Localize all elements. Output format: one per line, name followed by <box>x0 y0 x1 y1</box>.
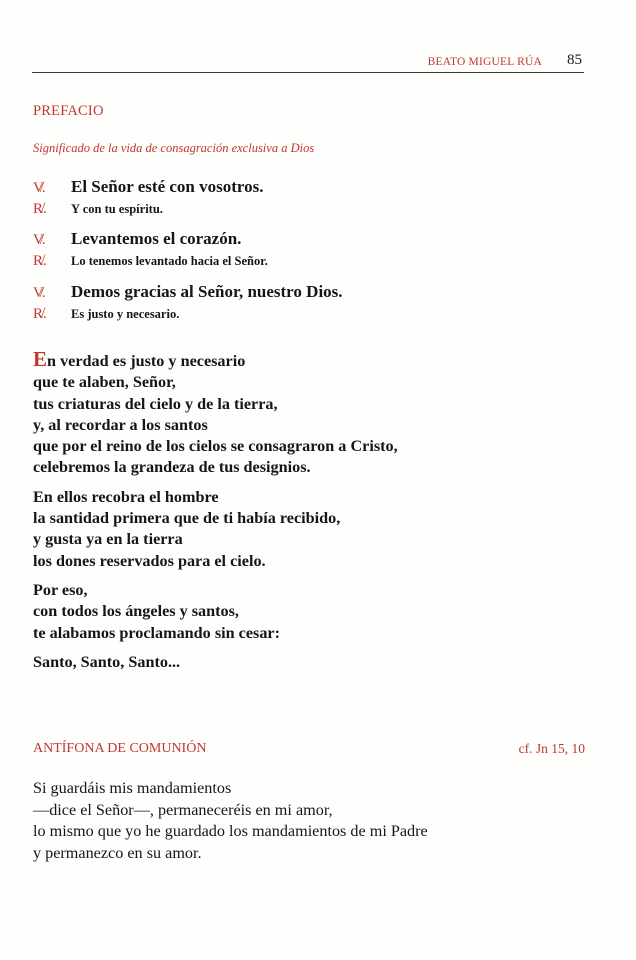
dialog-text: El Señor esté con vosotros. <box>71 177 264 196</box>
preface-paragraph <box>33 652 593 673</box>
preface-paragraph <box>33 580 593 644</box>
antiphon-line: —dice el Señor—, permaneceréis en mi amor, <box>33 800 333 819</box>
antiphon-line: y permanezco en su amor. <box>33 844 202 863</box>
preface-line: Por eso, <box>33 580 88 599</box>
response-symbol: R̸. <box>33 201 47 217</box>
versicle-symbol: V̸. <box>33 232 46 248</box>
scripture-reference: cf. Jn 15, 10 <box>518 741 585 756</box>
preface-line: En ellos recobra el hombre <box>33 487 219 506</box>
dialog-response <box>33 306 179 323</box>
preface-heading: PREFACIO <box>33 103 104 119</box>
preface-line: tus criaturas del cielo y de la tierra, <box>33 394 278 413</box>
preface-line: los dones reservados para el cielo. <box>33 551 266 570</box>
preface-line: Santo, Santo, Santo... <box>33 652 181 671</box>
dialog-versicle <box>33 282 343 302</box>
preface-body <box>33 349 593 681</box>
communion-antiphon-header <box>33 741 585 757</box>
dialog-response <box>33 253 268 270</box>
preface-line: la santidad primera que de ti había recibido, <box>33 509 341 528</box>
preface-line: te alabamos proclamando sin cesar: <box>33 623 281 642</box>
preface-line: celebremos la grandeza de tus designios. <box>33 458 311 477</box>
antiphon-line: Si guardáis mis mandamientos <box>33 779 232 797</box>
versicle-symbol: V̸. <box>33 180 46 196</box>
preface-paragraph <box>33 487 593 572</box>
preface-line: y, al recordar a los santos <box>33 415 208 434</box>
preface-line: En verdad es justo y necesario <box>33 347 246 371</box>
preface-line: y gusta ya en la tierra <box>33 530 183 549</box>
dialog-text: Y con tu espíritu. <box>71 202 163 216</box>
communion-antiphon-text <box>33 778 593 865</box>
preface-paragraph <box>33 349 593 479</box>
drop-cap: E <box>33 347 48 371</box>
communion-heading: ANTÍFONA DE COMUNIÓN <box>33 741 207 756</box>
preface-line: con todos los ángeles y santos, <box>33 602 239 621</box>
preface-subtitle: Significado de la vida de consagración exclusiva a Dios <box>33 141 315 155</box>
running-head <box>32 52 584 73</box>
dialog-versicle <box>33 229 241 249</box>
versicle-symbol: V̸. <box>33 285 46 301</box>
preface-line: que por el reino de los cielos se consagraron a Cristo, <box>33 437 398 456</box>
page-number: 85 <box>567 52 582 68</box>
response-symbol: R̸. <box>33 253 47 269</box>
dialog-text: Lo tenemos levantado hacia el Señor. <box>71 254 268 268</box>
preface-line: que te alaben, Señor, <box>33 373 176 392</box>
dialog-text: Demos gracias al Señor, nuestro Dios. <box>71 282 343 301</box>
running-head-title: BEATO MIGUEL RÚA <box>427 56 542 68</box>
antiphon-line: lo mismo que yo he guardado los mandamientos de mi Padre <box>33 822 428 841</box>
response-symbol: R̸. <box>33 306 47 322</box>
dialog-text: Es justo y necesario. <box>71 307 180 321</box>
dialog-versicle <box>33 177 264 197</box>
dialog-response <box>33 201 163 218</box>
dialog-text: Levantemos el corazón. <box>71 229 242 248</box>
